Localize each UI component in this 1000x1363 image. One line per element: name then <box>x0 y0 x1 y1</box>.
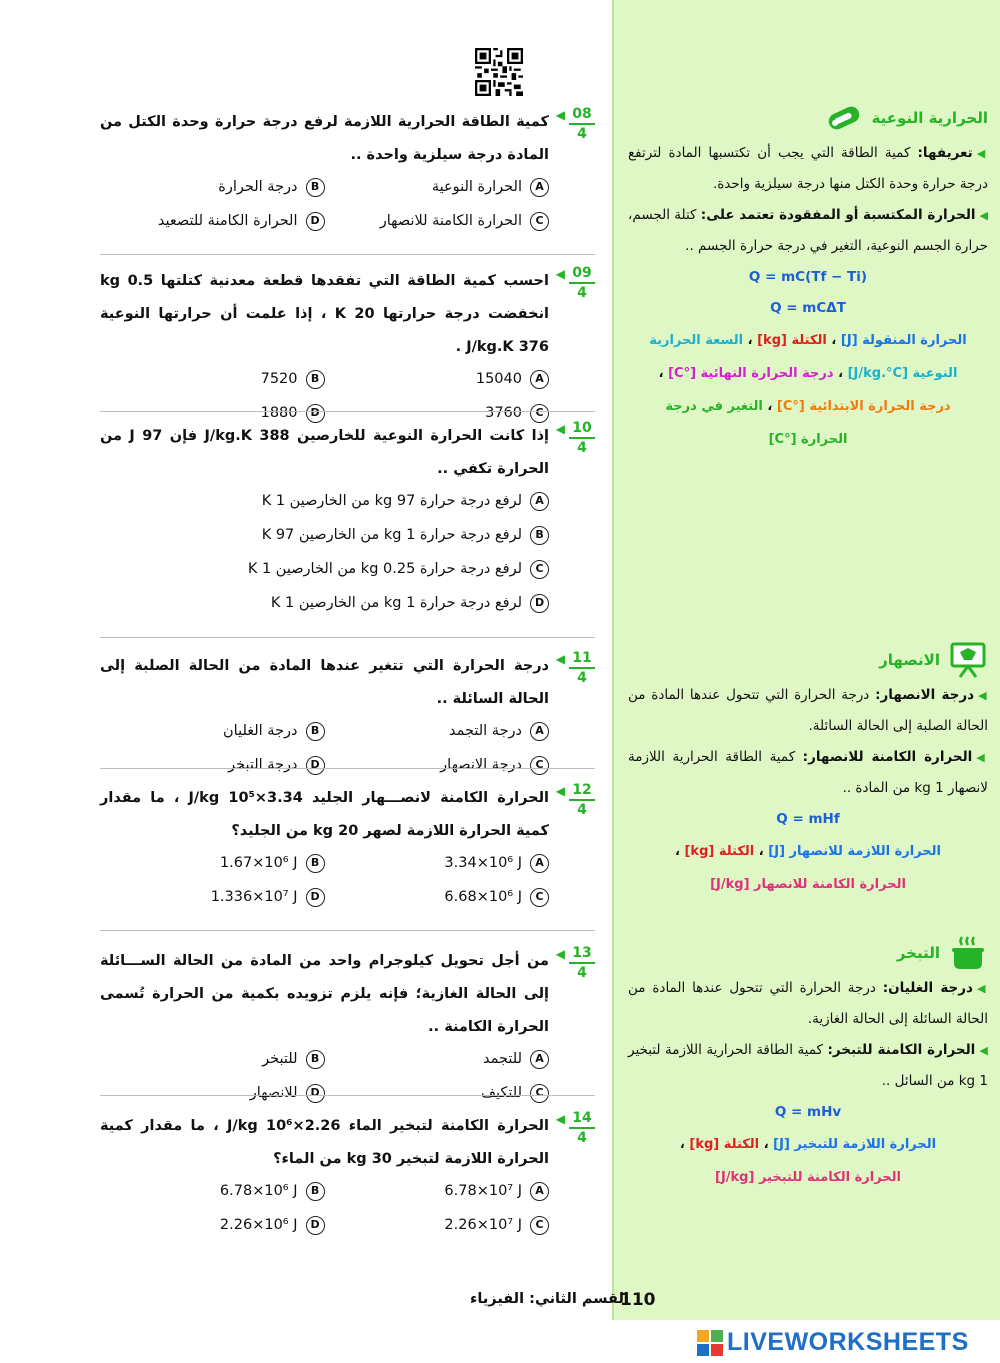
answer-options <box>100 1044 549 1108</box>
option-d-badge[interactable]: D <box>306 1216 325 1235</box>
question-number <box>569 650 595 686</box>
question-text: درجة الحرارة التي تتغير عندها المادة من الحالة الصلبة إلى الحالة السائلة .. <box>100 658 549 707</box>
latent-fusion-text: كمية الطاقة الحرارية اللازمة لانصهار 1 kg من المادة .. <box>628 749 988 796</box>
option-text[interactable]: الحرارة النوعية <box>431 179 522 195</box>
option-a[interactable] <box>325 1176 550 1206</box>
option-b[interactable] <box>100 172 325 202</box>
section-label: القسم الثاني: الفيزياء <box>470 1291 629 1307</box>
legend-separator: ، <box>763 1137 769 1152</box>
answer-options <box>100 848 549 912</box>
option-b[interactable] <box>100 848 325 878</box>
question-number-bottom: 4 <box>577 440 587 456</box>
question-number-top: 09 <box>569 265 595 284</box>
option-b[interactable] <box>100 1176 325 1206</box>
question-text: إذا كانت الحرارة النوعية للخارصين 388 J/kg.K فإن 97 J من الحرارة تكفي .. <box>100 428 549 477</box>
question-number-top: 12 <box>569 782 595 801</box>
question-number-top: 11 <box>569 650 595 669</box>
qr-code-icon <box>475 48 523 96</box>
question-text: من أجل تحويل كيلوجرام واحد من المادة من الحالة الســـائلة إلى الحالة الغازية؛ فإنه يلزم تزويده بكمية من الحرارة تُسمى الحرارة الكامنة .. <box>100 953 549 1035</box>
boiling-point-text: درجة الحرارة التي تتحول عندها المادة من الحالة السائلة إلى الحالة الغازية. <box>628 980 988 1027</box>
option-a[interactable] <box>325 364 550 394</box>
legend-heat: الحرارة المنقولة [J] <box>840 333 967 348</box>
option-text[interactable]: 6.78×10⁶ J <box>219 1183 298 1199</box>
answer-options <box>100 364 549 428</box>
legend-vaporization-heat: الحرارة اللازمة للتبخير [J] <box>773 1137 937 1152</box>
question-13 <box>100 945 595 1108</box>
question-number <box>569 420 595 456</box>
question-divider <box>100 1095 595 1096</box>
question-arrow-icon: ◀ <box>555 784 565 798</box>
option-c[interactable] <box>325 1210 550 1240</box>
option-text[interactable]: 3760 <box>485 405 522 421</box>
boiling-icon <box>948 935 988 971</box>
formula-specific-heat-2: Q = mCΔT <box>770 300 846 316</box>
option-a[interactable] <box>325 172 550 202</box>
boiling-point-label: درجة الغليان: <box>882 980 973 996</box>
specific-heat-title: الحرارية النوعية <box>871 109 988 127</box>
legend-temp-change: التغير في درجة <box>665 399 763 414</box>
option-text[interactable]: لرفع درجة حرارة 1 kg من الخارصين 97 K <box>261 527 522 543</box>
legend-capacity: السعة الحرارية <box>649 333 744 348</box>
legend-separator: ، <box>658 366 664 381</box>
option-c[interactable] <box>325 882 550 912</box>
definition-text: كمية الطاقة التي يجب أن تكتسبها المادة لترتفع درجة حرارة وحدة الكتل منها درجة سيلزية واحدة. <box>628 145 988 192</box>
question-number-bottom: 4 <box>577 965 587 981</box>
melting-title: الانصهار <box>879 651 940 669</box>
melting-icon <box>948 642 988 678</box>
option-d[interactable] <box>100 1078 325 1108</box>
option-text[interactable]: 6.78×10⁷ J <box>444 1183 522 1199</box>
option-a-badge[interactable]: A <box>530 854 549 873</box>
option-a-badge[interactable]: A <box>530 178 549 197</box>
question-arrow-icon: ◀ <box>555 108 565 122</box>
option-c-badge[interactable]: C <box>530 560 549 579</box>
formula-vaporization: Q = mHv <box>774 1104 842 1120</box>
option-c-badge[interactable]: C <box>530 756 549 775</box>
option-c[interactable] <box>325 750 550 780</box>
specific-heat-dependence <box>628 200 988 262</box>
option-b-badge[interactable]: B <box>306 854 325 873</box>
legend-separator: ، <box>747 333 753 348</box>
question-divider <box>100 768 595 769</box>
option-a-badge[interactable]: A <box>530 1182 549 1201</box>
answer-options <box>100 716 549 780</box>
option-b[interactable] <box>100 1044 325 1074</box>
option-text[interactable]: لرفع درجة حرارة 97 kg من الخارصين 1 K <box>261 493 522 509</box>
bullet-arrow-icon: ◀ <box>979 209 988 222</box>
melting-point-text: درجة الحرارة التي تتحول عندها المادة من الحالة الصلبة إلى الحالة السائلة. <box>628 687 988 734</box>
option-text[interactable]: لرفع درجة حرارة 0.25 kg من الخارصين 1 K <box>247 561 522 577</box>
option-text[interactable]: 7520 <box>260 371 298 387</box>
question-divider <box>100 254 595 255</box>
option-b[interactable] <box>100 520 549 550</box>
option-a-badge[interactable]: A <box>530 722 549 741</box>
option-text[interactable]: لرفع درجة حرارة 1 kg من الخارصين 1 K <box>270 595 522 611</box>
option-text[interactable]: للتجمد <box>483 1051 522 1067</box>
option-c-badge[interactable]: C <box>530 212 549 231</box>
answer-options <box>100 1176 549 1240</box>
option-d-badge[interactable]: D <box>530 594 549 613</box>
specific-heat-definition <box>628 138 988 200</box>
liveworksheets-logo-icon <box>697 1330 723 1356</box>
option-b-badge[interactable]: B <box>306 1182 325 1201</box>
legend-separator: ، <box>767 399 773 414</box>
option-text[interactable]: للتبخر <box>262 1051 298 1067</box>
option-d[interactable] <box>100 882 325 912</box>
bullet-arrow-icon: ◀ <box>976 751 989 764</box>
legend-mass: الكتلة [kg] <box>689 1137 760 1152</box>
option-text[interactable]: 2.26×10⁷ J <box>444 1217 522 1233</box>
option-d[interactable] <box>100 1210 325 1240</box>
option-text[interactable]: للانصهار <box>249 1085 298 1101</box>
vaporization-section <box>628 933 988 1194</box>
option-d-badge[interactable]: D <box>306 756 325 775</box>
option-d[interactable] <box>100 750 325 780</box>
latent-fusion-label: الحرارة الكامنة للانصهار: <box>802 749 973 765</box>
melting-header <box>628 640 988 680</box>
option-a[interactable] <box>100 486 549 516</box>
page-number: 110 <box>620 1290 656 1310</box>
specific-heat-header <box>628 98 988 138</box>
option-a-badge[interactable]: A <box>530 370 549 389</box>
question-arrow-icon: ◀ <box>555 1112 565 1126</box>
dependence-label: الحرارة المكتسبة أو المفقودة تعتمد على: <box>700 207 976 223</box>
option-c-badge[interactable]: C <box>530 1216 549 1235</box>
question-text: احسب كمية الطاقة التي تفقدها قطعة معدنية كتلتها 0.5 kg انخفضت درجة حرارتها 20 K ، إذا علمت أن حرارتها النوعية 376 J/kg.K . <box>100 273 549 355</box>
option-text[interactable]: 15040 <box>475 371 522 387</box>
melting-point-label: درجة الانصهار: <box>875 687 975 703</box>
question-number-bottom: 4 <box>577 802 587 818</box>
question-number <box>569 945 595 981</box>
specific-heat-legend <box>628 324 988 456</box>
legend-separator: ، <box>838 366 844 381</box>
question-text: الحرارة الكامنة لانصـــهار الجليد 3.34×10⁵ J/kg ، ما مقدار كمية الحرارة اللازمة لصهر 20 kg من الجليد؟ <box>100 790 549 839</box>
legend-mass: الكتلة [kg] <box>684 844 755 859</box>
question-number-bottom: 4 <box>577 1130 587 1146</box>
option-a[interactable] <box>325 1044 550 1074</box>
legend-capacity-unit: النوعية [J/kg.°C] <box>847 366 958 381</box>
legend-separator: ، <box>758 844 764 859</box>
legend-separator: ، <box>679 1137 685 1152</box>
latent-fusion-definition <box>628 742 988 804</box>
thermometer-icon <box>824 100 864 136</box>
boiling-point-definition <box>628 973 988 1035</box>
option-b-badge[interactable]: B <box>306 1050 325 1069</box>
vaporization-legend <box>628 1128 988 1194</box>
option-text[interactable]: 2.26×10⁶ J <box>219 1217 298 1233</box>
liveworksheets-brand[interactable] <box>697 1328 969 1357</box>
question-number-bottom: 4 <box>577 670 587 686</box>
question-number-top: 10 <box>569 420 595 439</box>
question-text: كمية الطاقة الحرارية اللازمة لرفع درجة حرارة وحدة الكتل من المادة درجة سيلزية واحدة .. <box>100 114 549 163</box>
question-arrow-icon: ◀ <box>555 947 565 961</box>
fusion-legend <box>628 835 988 901</box>
question-arrow-icon: ◀ <box>555 652 565 666</box>
option-d-badge[interactable]: D <box>306 212 325 231</box>
question-11 <box>100 650 595 780</box>
question-08 <box>100 106 595 236</box>
legend-separator: ، <box>831 333 837 348</box>
legend-latent-fusion: الحرارة الكامنة للانصهار [J/kg] <box>710 877 906 892</box>
question-number <box>569 782 595 818</box>
question-divider <box>100 930 595 931</box>
option-text[interactable]: الحرارة الكامنة للتصعيد <box>157 213 298 229</box>
option-a[interactable] <box>325 848 550 878</box>
option-d[interactable] <box>100 206 325 236</box>
option-text[interactable]: درجة الانصهار <box>440 757 522 773</box>
latent-vaporization-label: الحرارة الكامنة للتبخر: <box>827 1042 976 1058</box>
option-text[interactable]: 1.67×10⁶ J <box>219 855 298 871</box>
question-arrow-icon: ◀ <box>555 422 565 436</box>
question-number-top: 14 <box>569 1110 595 1129</box>
option-text[interactable]: درجة الغليان <box>223 723 298 739</box>
bullet-arrow-icon: ◀ <box>976 982 988 995</box>
vaporization-header <box>628 933 988 973</box>
legend-final-temp: درجة الحرارة النهائية [°C] <box>668 366 834 381</box>
question-12 <box>100 782 595 912</box>
question-number-bottom: 4 <box>577 126 587 142</box>
option-a[interactable] <box>325 716 550 746</box>
bullet-arrow-icon: ◀ <box>978 689 988 702</box>
option-d[interactable] <box>100 588 549 618</box>
option-text[interactable]: 3.34×10⁶ J <box>444 855 522 871</box>
option-c-badge[interactable]: C <box>530 404 549 423</box>
option-c[interactable] <box>100 554 549 584</box>
option-text[interactable]: درجة التبخر <box>228 757 298 773</box>
option-text[interactable]: درجة التجمد <box>449 723 522 739</box>
question-arrow-icon: ◀ <box>555 267 565 281</box>
question-text: الحرارة الكامنة لتبخير الماء 2.26×10⁶ J/kg ، ما مقدار كمية الحرارة اللازمة لتبخير 30 kg من الماء؟ <box>100 1118 549 1167</box>
option-text[interactable]: للتكيف <box>481 1085 522 1101</box>
question-14 <box>100 1110 595 1240</box>
melting-point-definition <box>628 680 988 742</box>
question-divider <box>100 637 595 638</box>
bullet-arrow-icon: ◀ <box>979 1044 988 1057</box>
legend-separator: ، <box>674 844 680 859</box>
melting-section <box>628 640 988 901</box>
question-10 <box>100 420 595 618</box>
answer-options <box>100 172 549 236</box>
option-b-badge[interactable]: B <box>306 370 325 389</box>
brand-wordmark: LIVEWORKSHEETS <box>727 1328 969 1356</box>
option-text[interactable]: 1880 <box>260 405 298 421</box>
legend-temp-change-unit: الحرارة [°C] <box>768 432 848 447</box>
legend-latent-vaporization: الحرارة الكامنة للتبخير [J/kg] <box>714 1170 901 1185</box>
definition-label: تعريفها: <box>917 145 973 161</box>
question-divider <box>100 411 595 412</box>
vaporization-title: التبخر <box>896 944 940 962</box>
latent-vaporization-definition <box>628 1035 988 1097</box>
formula-specific-heat-1: Q = mC(Tf − Ti) <box>748 269 868 285</box>
bullet-arrow-icon: ◀ <box>976 147 988 160</box>
option-b-badge[interactable]: B <box>306 178 325 197</box>
option-text[interactable]: 6.68×10⁶ J <box>444 889 522 905</box>
option-d-badge[interactable]: D <box>306 888 325 907</box>
dependence-text: كتلة الجسم، حرارة الجسم النوعية، التغير في درجة حرارة الجسم .. <box>628 207 988 254</box>
latent-vaporization-text: كمية الطاقة الحرارية اللازمة لتبخير 1 kg من السائل .. <box>628 1042 988 1089</box>
legend-mass: الكتلة [kg] <box>757 333 827 348</box>
question-number <box>569 106 595 142</box>
legend-initial-temp: درجة الحرارة الابتدائية [°C] <box>776 399 951 414</box>
legend-fusion-heat: الحرارة اللازمة للانصهار [J] <box>768 844 942 859</box>
question-number <box>569 265 595 301</box>
question-09 <box>100 265 595 428</box>
option-c[interactable] <box>325 206 550 236</box>
option-b-badge[interactable]: B <box>306 722 325 741</box>
option-b[interactable] <box>100 716 325 746</box>
option-b[interactable] <box>100 364 325 394</box>
option-c-badge[interactable]: C <box>530 888 549 907</box>
option-c[interactable] <box>325 1078 550 1108</box>
question-number-top: 08 <box>569 106 595 125</box>
option-c-badge[interactable]: C <box>530 1084 549 1103</box>
specific-heat-section <box>628 98 988 456</box>
option-b-badge[interactable]: B <box>530 526 549 545</box>
option-d-badge[interactable]: D <box>306 404 325 423</box>
question-number <box>569 1110 595 1146</box>
formula-fusion: Q = mHf <box>776 811 840 827</box>
question-number-bottom: 4 <box>577 285 587 301</box>
summary-panel <box>612 0 1000 1320</box>
option-text[interactable]: درجة الحرارة <box>218 179 298 195</box>
answer-options <box>100 486 549 618</box>
option-text[interactable]: 1.336×10⁷ J <box>210 889 298 905</box>
option-a-badge[interactable]: A <box>530 492 549 511</box>
option-d-badge[interactable]: D <box>306 1084 325 1103</box>
option-a-badge[interactable]: A <box>530 1050 549 1069</box>
option-text[interactable]: الحرارة الكامنة للانصهار <box>379 213 522 229</box>
question-number-top: 13 <box>569 945 595 964</box>
